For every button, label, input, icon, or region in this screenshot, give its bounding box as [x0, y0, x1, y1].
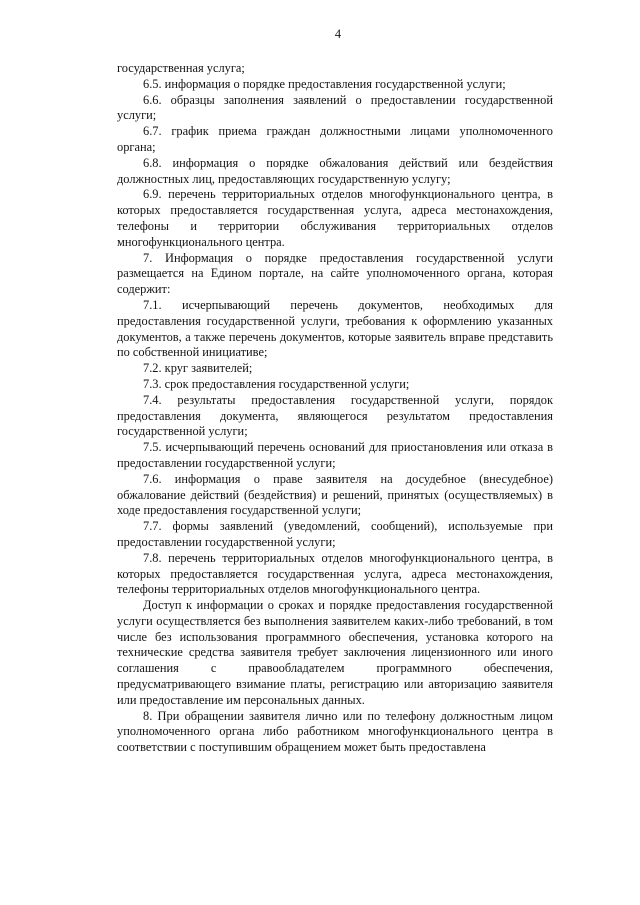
document-body: [117, 61, 553, 756]
paragraph-7-8: 7.8. перечень территориальных отделов многофункционального центра, в которых предоставляется государственная услуга, адреса местонахождения, телефоны территориальных отделов многофункционального центра.: [117, 550, 553, 597]
paragraph-6-9: 6.9. перечень территориальных отделов многофункционального центра, в которых предоставляется государственная услуга, адреса местонахождения, телефоны и территории обслуживания территориальных отделов многофункционального центра.: [117, 187, 553, 249]
paragraph-6-7: 6.7. график приема граждан должностными лицами уполномоченного органа;: [117, 124, 553, 154]
paragraph-7-6: 7.6. информация о праве заявителя на досудебное (внесудебное) обжалование действий (бездействия) и решений, принятых (осуществляемых) в ходе предоставления государственной услуги;: [117, 471, 553, 518]
paragraph-7-2: 7.2. круг заявителей;: [143, 361, 253, 376]
page-number: 4: [334, 27, 342, 41]
paragraph-7-1: 7.1. исчерпывающий перечень документов, необходимых для предоставления государственной услуги, требования к оформлению указанных документов, а также перечень документов, которые заявитель вправе представить по собственной инициативе;: [117, 297, 553, 360]
paragraph-6-6: 6.6. образцы заполнения заявлений о предоставлении государственной услуги;: [117, 92, 553, 123]
paragraph-7: 7. Информация о порядке предоставления государственной услуги размещается на Едином портале, на сайте уполномоченного органа, которая содержит:: [117, 250, 553, 297]
paragraph-access-info: Доступ к информации о сроках и порядке предоставления государственной услуги осуществляется без выполнения заявителем каких-либо требований, в том числе без использования программного обеспечения, установка которого на технические средства заявителя требует заключения лицензионного или иного соглашения с правообладателем программного обеспечения, предусматривающего взимание платы, регистрацию или авторизацию заявителя или предоставление им персональных данных.: [117, 598, 553, 707]
paragraph-7-7: 7.7. формы заявлений (уведомлений, сообщений), используемые при предоставлении государственной услуги;: [117, 519, 553, 549]
paragraph-7-3: 7.3. срок предоставления государственной услуги;: [143, 376, 410, 391]
paragraph-7-4: 7.4. результаты предоставления государственной услуги, порядок предоставления документа, являющегося результатом предоставления государственной услуги;: [117, 392, 553, 439]
paragraph-continuation: государственная услуга;: [117, 61, 245, 75]
paragraph-7-5: 7.5. исчерпывающий перечень оснований для приостановления или отказа в предоставлении государственной услуги;: [117, 440, 553, 470]
paragraph-6-5: 6.5. информация о порядке предоставления государственной услуги;: [143, 76, 506, 91]
paragraph-6-8: 6.8. информация о порядке обжалования действий или бездействия должностных лиц, предоставляющих государственную услугу;: [117, 155, 553, 186]
paragraph-8: 8. При обращении заявителя лично или по телефону должностным лицом уполномоченного органа либо работником многофункционального центра в соответствии с поступившим обращением может быть предоставлена: [117, 708, 553, 755]
